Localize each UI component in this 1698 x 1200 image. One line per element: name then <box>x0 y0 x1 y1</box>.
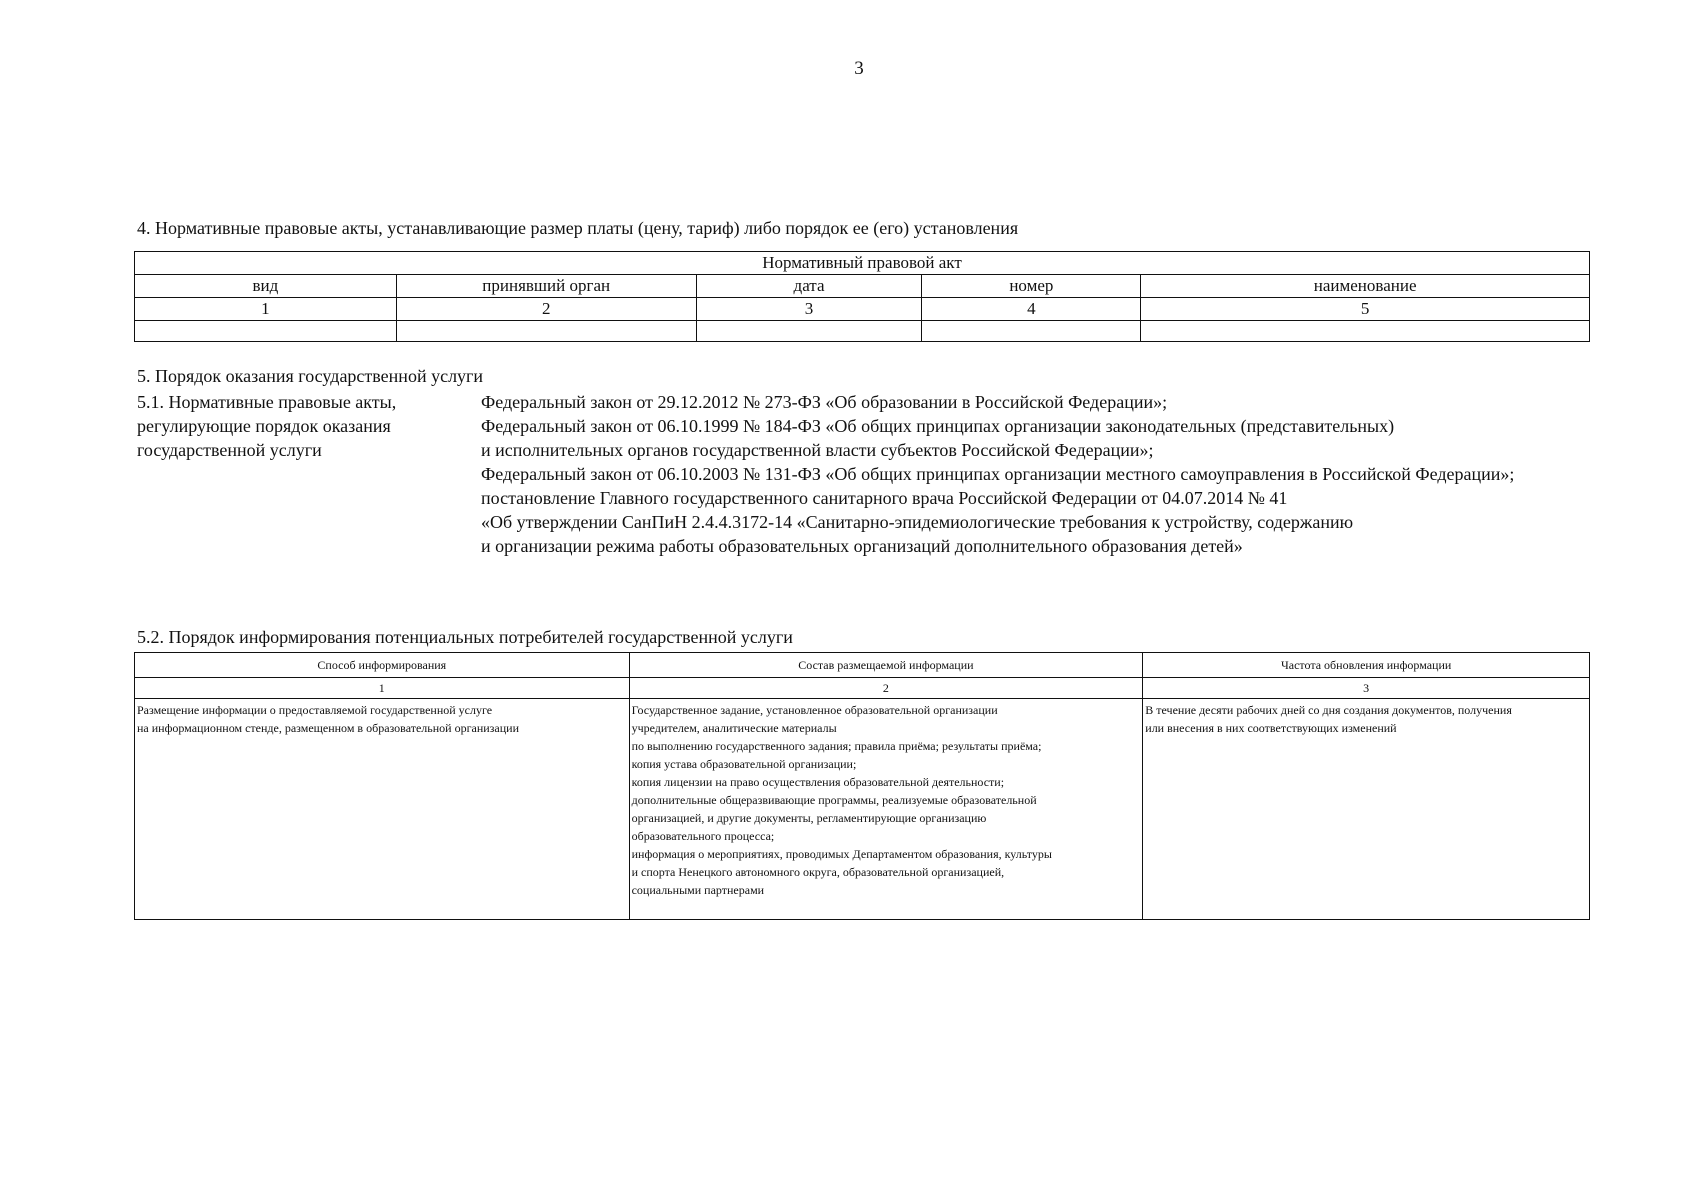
info-num-3: 3 <box>1143 678 1590 699</box>
acts-empty-cell <box>135 321 397 342</box>
acts-num-1: 1 <box>135 298 397 321</box>
acts-num-5: 5 <box>1141 298 1590 321</box>
section-5-title: 5. Порядок оказания государственной услуги <box>137 366 484 386</box>
acts-col-number: номер <box>922 275 1141 298</box>
page-number: 3 <box>854 58 864 79</box>
info-content-cell <box>629 699 1143 920</box>
info-content-line: информация о мероприятиях, проводимых Департаментом образования, культуры <box>631 847 1052 861</box>
acts-num-4: 4 <box>922 298 1141 321</box>
sanpin-resolution-line-1: постановление Главного государственного санитарного врача Российской Федерации от 04.07.2014 № 41 <box>481 488 1288 508</box>
section-5-2-title: 5.2. Порядок информирования потенциальных потребителей государственной услуги <box>137 627 793 647</box>
law-184-fz-line-1: Федеральный закон от 06.10.1999 № 184-ФЗ «Об общих принципах организации законодательных (представительных) <box>481 416 1395 436</box>
acts-num-3: 3 <box>696 298 922 321</box>
info-method-line: на информационном стенде, размещенном в образовательной организации <box>137 721 520 735</box>
acts-num-2: 2 <box>396 298 696 321</box>
section-5-1-label <box>137 390 437 462</box>
info-content-line: образовательного процесса; <box>631 829 775 843</box>
info-method-line: Размещение информации о предоставляемой государственной услуге <box>137 703 493 717</box>
info-content-line: учредителем, аналитические материалы <box>631 721 837 735</box>
info-content-line: по выполнению государственного задания; правила приёма; результаты приёма; <box>631 739 1042 753</box>
info-frequency-line: В течение десяти рабочих дней со дня создания документов, получения <box>1145 703 1512 717</box>
section-5-1-label-line: государственной услуги <box>137 440 322 460</box>
section-5-1-label-line: 5.1. Нормативные правовые акты, <box>137 392 397 412</box>
informing-table <box>134 652 1590 920</box>
info-col-method: Способ информирования <box>135 653 630 678</box>
info-content-line: копия устава образовательной организации; <box>631 757 857 771</box>
info-col-content: Состав размещаемой информации <box>629 653 1143 678</box>
info-content-line: копия лицензии на право осуществления образовательной деятельности; <box>631 775 1005 789</box>
info-num-1: 1 <box>135 678 630 699</box>
info-frequency-cell <box>1143 699 1590 920</box>
info-frequency-line: или внесения в них соответствующих изменений <box>1145 721 1397 735</box>
info-content-line: и спорта Ненецкого автономного округа, образовательной организацией, <box>631 865 1005 879</box>
info-num-2: 2 <box>629 678 1143 699</box>
acts-group-header: Нормативный правовой акт <box>135 252 1590 275</box>
law-273-fz: Федеральный закон от 29.12.2012 № 273-ФЗ «Об образовании в Российской Федерации»; <box>481 392 1168 412</box>
acts-empty-cell <box>922 321 1141 342</box>
acts-col-name: наименование <box>1141 275 1590 298</box>
acts-empty-cell <box>1141 321 1590 342</box>
law-184-fz-line-2: и исполнительных органов государственной власти субъектов Российской Федерации»; <box>481 440 1154 460</box>
info-method-cell <box>135 699 630 920</box>
legal-acts-table <box>134 251 1590 342</box>
info-content-line: дополнительные общеразвивающие программы, реализуемые образовательной <box>631 793 1037 807</box>
acts-col-authority: принявший орган <box>396 275 696 298</box>
acts-empty-cell <box>396 321 696 342</box>
acts-empty-cell <box>696 321 922 342</box>
acts-col-type: вид <box>135 275 397 298</box>
section-5-1-label-line: регулирующие порядок оказания <box>137 416 391 436</box>
section-5-1-laws <box>481 390 1589 558</box>
info-content-line: организацией, и другие документы, регламентирующие организацию <box>631 811 987 825</box>
info-content-line: Государственное задание, установленное образовательной организации <box>631 703 998 717</box>
info-content-line: социальными партнерами <box>631 883 765 897</box>
sanpin-resolution-line-2: «Об утверждении СанПиН 2.4.4.3172-14 «Санитарно-эпидемиологические требования к устройству, содержанию <box>481 512 1354 532</box>
sanpin-resolution-line-3: и организации режима работы образовательных организаций дополнительного образования детей» <box>481 536 1243 556</box>
info-col-frequency: Частота обновления информации <box>1143 653 1590 678</box>
section-4-title: 4. Нормативные правовые акты, устанавливающие размер платы (цену, тариф) либо порядок ее (его) установления <box>137 218 1019 238</box>
law-131-fz: Федеральный закон от 06.10.2003 № 131-ФЗ «Об общих принципах организации местного самоуправления в Российской Федерации»; <box>481 464 1515 484</box>
acts-col-date: дата <box>696 275 922 298</box>
